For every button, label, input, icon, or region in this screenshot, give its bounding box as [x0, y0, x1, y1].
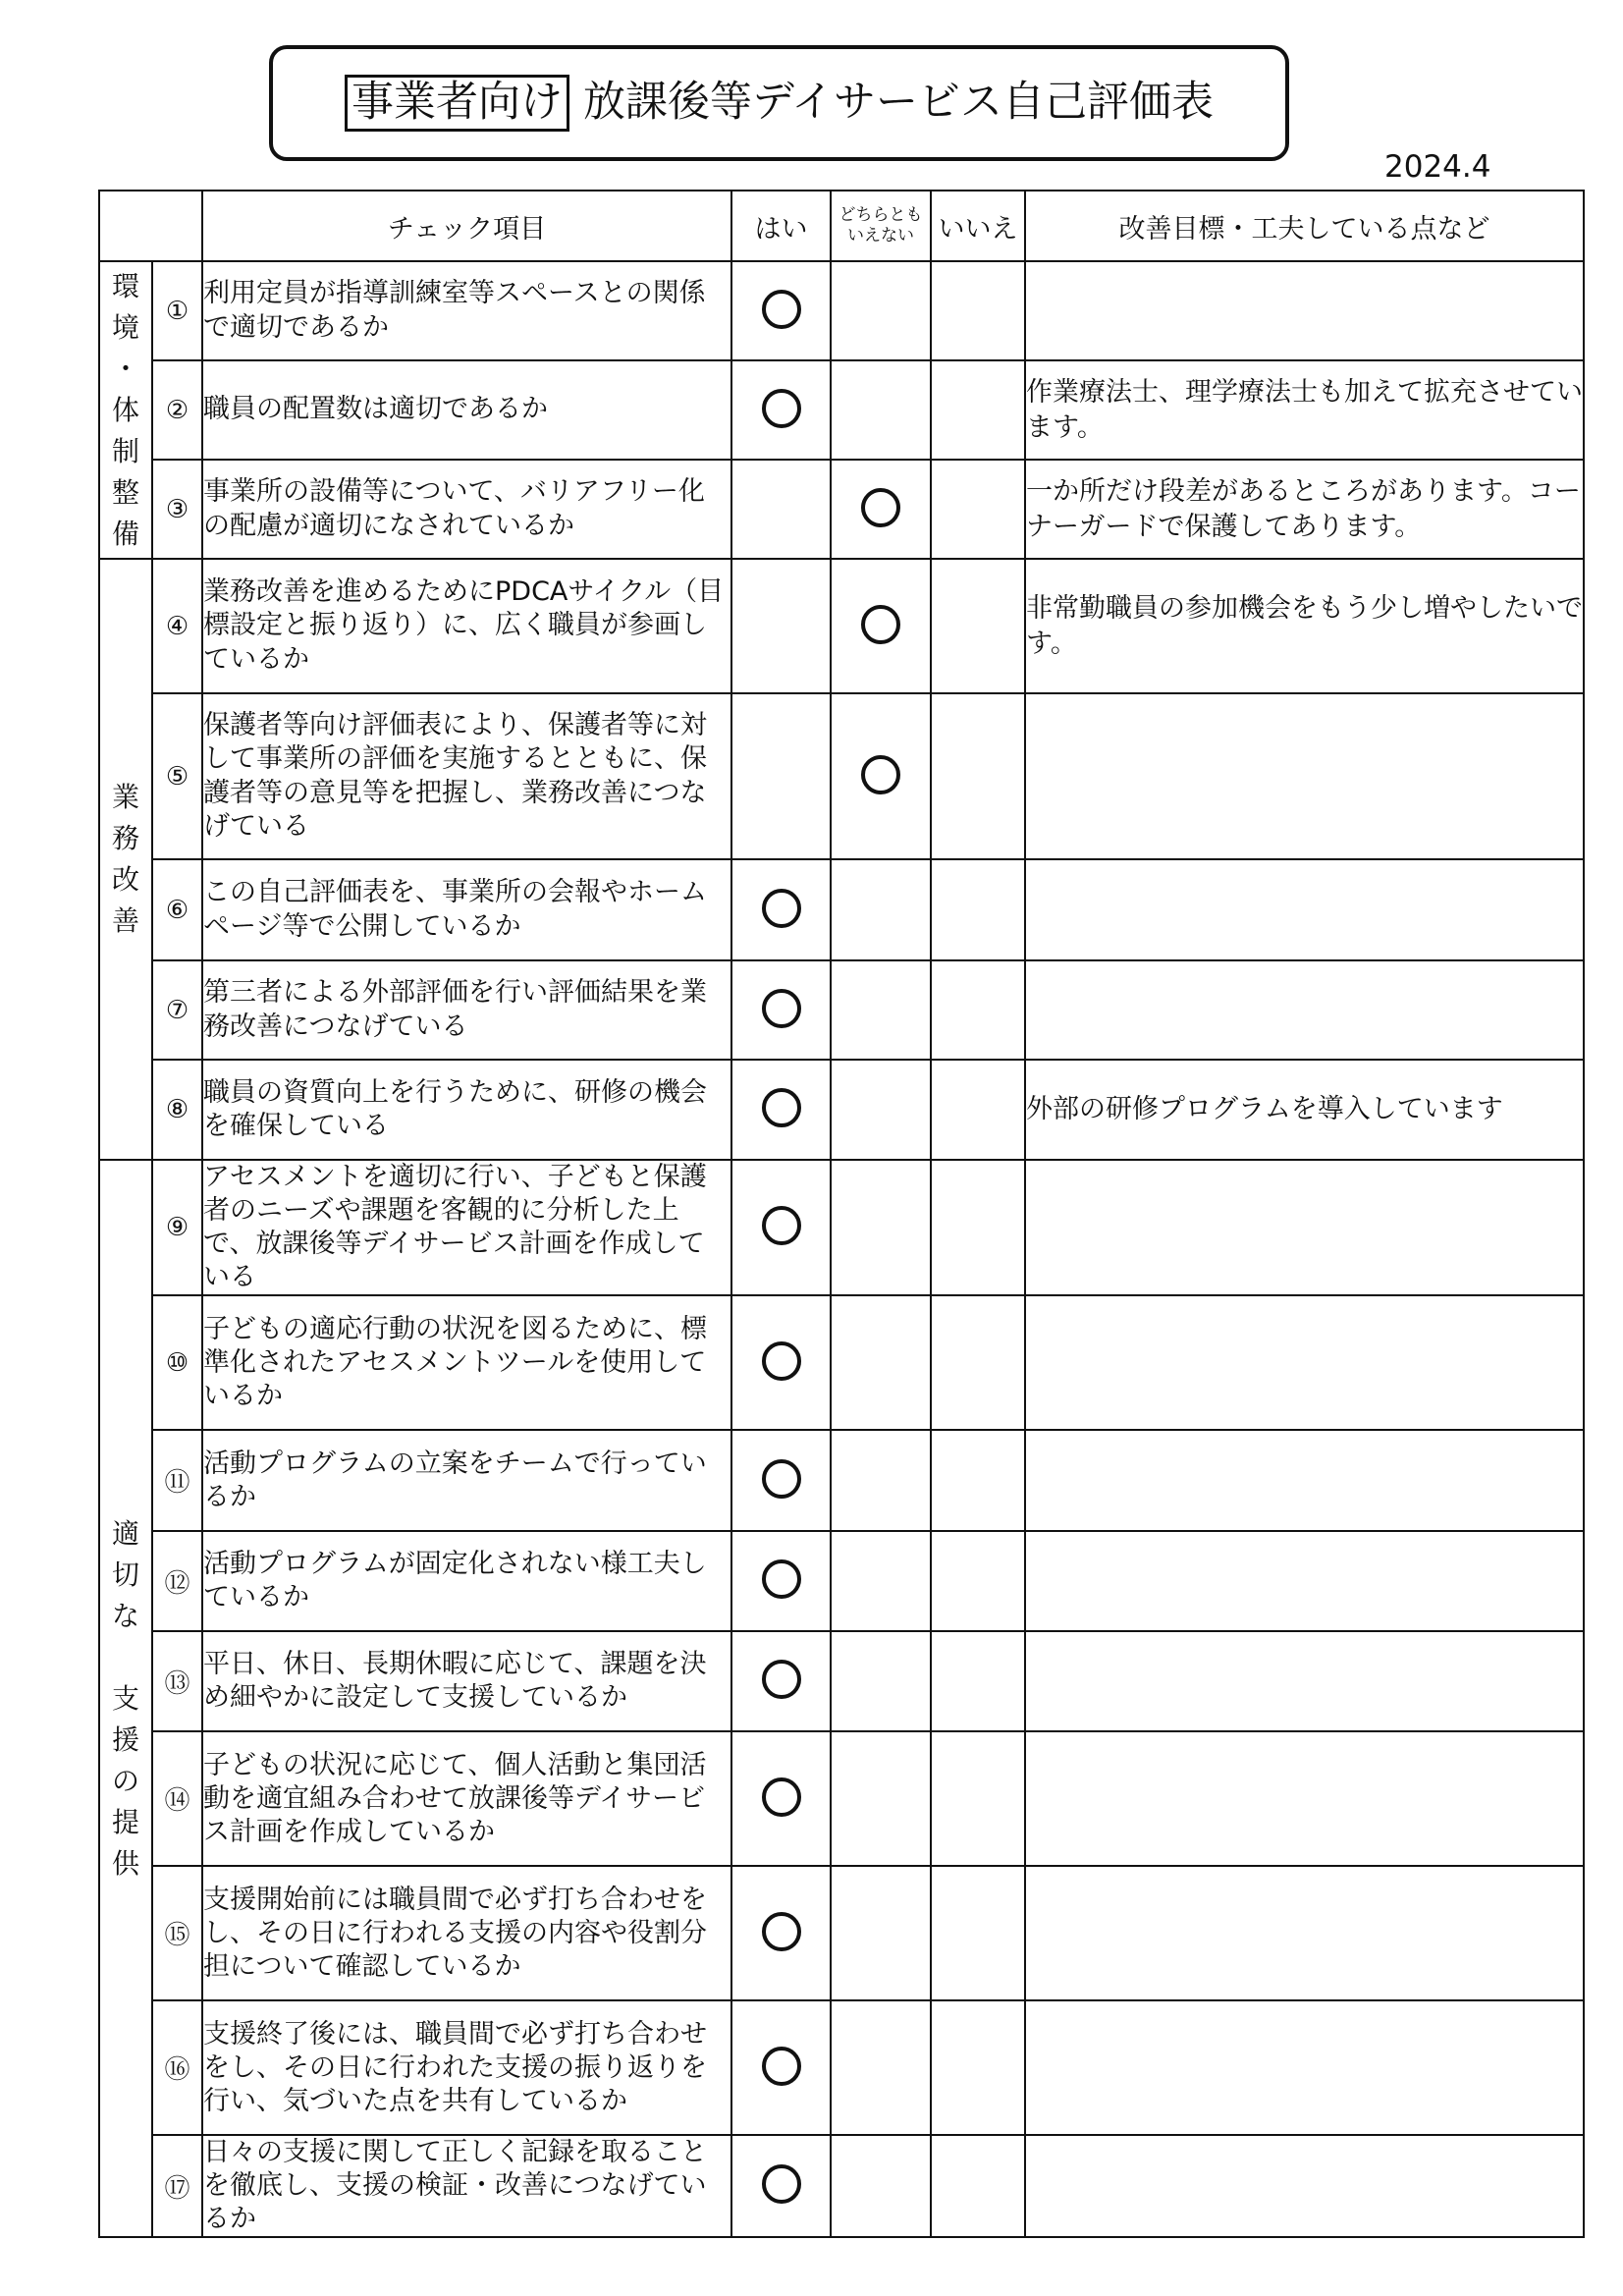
header-blank — [99, 191, 202, 261]
answer-no-cell — [931, 693, 1025, 859]
answer-yes-cell — [731, 1060, 831, 1160]
item-text: 職員の配置数は適切であるか — [202, 360, 731, 460]
document-date: 2024.4 — [1384, 149, 1491, 185]
answer-neither-cell — [831, 360, 931, 460]
answer-neither-cell — [831, 859, 931, 960]
table-row — [99, 360, 1584, 460]
table-row — [99, 1866, 1584, 2000]
item-number: ⑭ — [152, 1731, 202, 1866]
table-row — [99, 2000, 1584, 2135]
item-text: 支援終了後には、職員間で必ず打ち合わせをし、その日に行われた支援の振り返りを行い、気づいた点を共有しているか — [202, 2000, 731, 2135]
item-number: ① — [152, 261, 202, 360]
improvement-note — [1025, 960, 1584, 1060]
answer-yes-cell — [731, 559, 831, 693]
category-char: 環 — [112, 269, 140, 302]
table-row — [99, 859, 1584, 960]
category-char: 境 — [112, 310, 140, 344]
improvement-note — [1025, 2135, 1584, 2237]
item-number: ⑧ — [152, 1060, 202, 1160]
category-char: 善 — [112, 904, 140, 937]
answer-no-cell — [931, 859, 1025, 960]
answer-no-cell — [931, 960, 1025, 1060]
header-check-item: チェック項目 — [202, 191, 731, 261]
answer-yes-cell — [731, 1531, 831, 1631]
circle-mark-icon — [762, 1660, 801, 1699]
answer-neither-cell — [831, 2000, 931, 2135]
improvement-note: 非常勤職員の参加機会をもう少し増やしたいです。 — [1025, 559, 1584, 693]
item-number: ⑰ — [152, 2135, 202, 2237]
item-text: 活動プログラムの立案をチームで行っているか — [202, 1430, 731, 1531]
category-char: 備 — [112, 517, 140, 550]
header-no: いいえ — [931, 191, 1025, 261]
item-text: 利用定員が指導訓練室等スペースとの関係で適切であるか — [202, 261, 731, 360]
item-number: ⑤ — [152, 693, 202, 859]
answer-neither-cell — [831, 1060, 931, 1160]
answer-yes-cell — [731, 460, 831, 559]
category-char: 改 — [112, 863, 140, 896]
answer-neither-cell — [831, 261, 931, 360]
improvement-note: 一か所だけ段差があるところがあります。コーナーガードで保護してあります。 — [1025, 460, 1584, 559]
circle-mark-icon — [762, 1559, 801, 1599]
title-main: 放課後等デイサービス自己評価表 — [583, 78, 1214, 128]
circle-mark-icon — [762, 1088, 801, 1127]
improvement-note — [1025, 1866, 1584, 2000]
header-neither-line1: どちらとも — [839, 204, 923, 225]
improvement-note — [1025, 1430, 1584, 1531]
improvement-note — [1025, 859, 1584, 960]
category-char: 整 — [112, 475, 140, 509]
circle-mark-icon — [861, 488, 900, 527]
answer-neither-cell — [831, 559, 931, 693]
answer-no-cell — [931, 261, 1025, 360]
answer-no-cell — [931, 1060, 1025, 1160]
item-number: ⑫ — [152, 1531, 202, 1631]
item-number: ⑨ — [152, 1160, 202, 1295]
category-char: 務 — [112, 822, 140, 854]
improvement-note — [1025, 1295, 1584, 1430]
answer-no-cell — [931, 360, 1025, 460]
category-char: の — [112, 1764, 140, 1797]
header-neither — [831, 191, 931, 261]
answer-neither-cell — [831, 460, 931, 559]
answer-neither-cell — [831, 1866, 931, 2000]
header-neither-line2: いえない — [847, 226, 914, 246]
answer-neither-cell — [831, 1160, 931, 1295]
circle-mark-icon — [762, 889, 801, 928]
table-row — [99, 1160, 1584, 1295]
table-row — [99, 2135, 1584, 2237]
answer-yes-cell — [731, 261, 831, 360]
item-text: アセスメントを適切に行い、子どもと保護者のニーズや課題を客観的に分析した上で、放課後等デイサービス計画を作成している — [202, 1160, 731, 1295]
item-text: 日々の支援に関して正しく記録を取ることを徹底し、支援の検証・改善につなげているか — [202, 2135, 731, 2237]
improvement-note — [1025, 261, 1584, 360]
category-char: 援 — [112, 1722, 140, 1756]
item-text: 事業所の設備等について、バリアフリー化の配慮が適切になされているか — [202, 460, 731, 559]
item-number: ⑮ — [152, 1866, 202, 2000]
answer-yes-cell — [731, 2000, 831, 2135]
table-row — [99, 1060, 1584, 1160]
circle-mark-icon — [861, 605, 900, 644]
item-text: 活動プログラムが固定化されない様工夫しているか — [202, 1531, 731, 1631]
item-text: 保護者等向け評価表により、保護者等に対して事業所の評価を実施するとともに、保護者等の意見等を把握し、業務改善につなげている — [202, 693, 731, 859]
answer-yes-cell — [731, 1731, 831, 1866]
header-yes: はい — [731, 191, 831, 261]
item-text: 支援開始前には職員間で必ず打ち合わせをし、その日に行われる支援の内容や役割分担について確認しているか — [202, 1866, 731, 2000]
answer-yes-cell — [731, 693, 831, 859]
table-row — [99, 693, 1584, 859]
circle-mark-icon — [762, 1341, 801, 1381]
item-text: この自己評価表を、事業所の会報やホームページ等で公開しているか — [202, 859, 731, 960]
answer-yes-cell — [731, 960, 831, 1060]
answer-neither-cell — [831, 1631, 931, 1731]
category-label — [99, 559, 152, 1160]
item-number: ③ — [152, 460, 202, 559]
item-number: ⑩ — [152, 1295, 202, 1430]
table-row — [99, 559, 1584, 693]
answer-no-cell — [931, 1731, 1025, 1866]
circle-mark-icon — [762, 389, 801, 428]
improvement-note — [1025, 2000, 1584, 2135]
improvement-note — [1025, 693, 1584, 859]
table-row — [99, 1430, 1584, 1531]
improvement-note — [1025, 1631, 1584, 1731]
table-row — [99, 261, 1584, 360]
item-number: ⑪ — [152, 1430, 202, 1531]
answer-neither-cell — [831, 693, 931, 859]
item-number: ⑯ — [152, 2000, 202, 2135]
answer-no-cell — [931, 1631, 1025, 1731]
answer-neither-cell — [831, 1731, 931, 1866]
answer-yes-cell — [731, 1295, 831, 1430]
improvement-note: 外部の研修プログラムを導入しています — [1025, 1060, 1584, 1160]
item-text: 子どもの状況に応じて、個人活動と集団活動を適宜組み合わせて放課後等デイサービス計画を作成しているか — [202, 1731, 731, 1866]
item-text: 第三者による外部評価を行い評価結果を業務改善につなげている — [202, 960, 731, 1060]
item-text: 子どもの適応行動の状況を図るために、標準化されたアセスメントツールを使用しているか — [202, 1295, 731, 1430]
answer-yes-cell — [731, 1866, 831, 2000]
answer-no-cell — [931, 559, 1025, 693]
table-row — [99, 1295, 1584, 1430]
category-char: 制 — [112, 434, 140, 467]
category-label — [99, 261, 152, 559]
item-number: ⑦ — [152, 960, 202, 1060]
item-text: 平日、休日、長期休暇に応じて、課題を決め細やかに設定して支援しているか — [202, 1631, 731, 1731]
answer-no-cell — [931, 2135, 1025, 2237]
circle-mark-icon — [762, 2164, 801, 2204]
improvement-note: 作業療法士、理学療法士も加えて拡充させています。 — [1025, 360, 1584, 460]
answer-yes-cell — [731, 2135, 831, 2237]
improvement-note — [1025, 1160, 1584, 1295]
circle-mark-icon — [762, 1459, 801, 1499]
evaluation-table — [98, 190, 1585, 2238]
answer-yes-cell — [731, 1430, 831, 1531]
header-notes: 改善目標・工夫している点など — [1025, 191, 1584, 261]
circle-mark-icon — [762, 1206, 801, 1245]
answer-yes-cell — [731, 1631, 831, 1731]
answer-no-cell — [931, 1160, 1025, 1295]
category-char: 業 — [112, 781, 140, 813]
circle-mark-icon — [762, 290, 801, 329]
table-row — [99, 1731, 1584, 1866]
category-label — [99, 1160, 152, 2237]
answer-no-cell — [931, 1430, 1025, 1531]
category-char: ・ — [112, 352, 140, 385]
circle-mark-icon — [762, 1777, 801, 1817]
circle-mark-icon — [762, 2047, 801, 2086]
answer-no-cell — [931, 1866, 1025, 2000]
answer-no-cell — [931, 1531, 1025, 1631]
circle-mark-icon — [762, 1912, 801, 1951]
category-char: 体 — [112, 393, 140, 426]
table-row — [99, 960, 1584, 1060]
title-box — [269, 45, 1289, 161]
item-text: 業務改善を進めるためにPDCAサイクル（目標設定と振り返り）に、広く職員が参画しているか — [202, 559, 731, 693]
answer-no-cell — [931, 1295, 1025, 1430]
circle-mark-icon — [762, 989, 801, 1028]
answer-yes-cell — [731, 1160, 831, 1295]
item-number: ⑥ — [152, 859, 202, 960]
answer-yes-cell — [731, 360, 831, 460]
title-prefix: 事業者向け — [345, 75, 569, 131]
answer-yes-cell — [731, 859, 831, 960]
item-number: ② — [152, 360, 202, 460]
improvement-note — [1025, 1731, 1584, 1866]
item-text: 職員の資質向上を行うために、研修の機会を確保している — [202, 1060, 731, 1160]
answer-neither-cell — [831, 960, 931, 1060]
item-number: ④ — [152, 559, 202, 693]
category-char: 適 — [112, 1516, 140, 1550]
answer-neither-cell — [831, 1295, 931, 1430]
header-row — [99, 191, 1584, 261]
category-char: 供 — [112, 1846, 140, 1880]
improvement-note — [1025, 1531, 1584, 1631]
circle-mark-icon — [861, 755, 900, 794]
table-row — [99, 1531, 1584, 1631]
category-char: 支 — [112, 1681, 140, 1715]
category-char: 提 — [112, 1805, 140, 1838]
table-row — [99, 460, 1584, 559]
item-number: ⑬ — [152, 1631, 202, 1731]
answer-neither-cell — [831, 2135, 931, 2237]
category-char: 切 — [112, 1558, 140, 1591]
table-body — [99, 261, 1584, 2237]
category-char: な — [112, 1599, 140, 1632]
table-row — [99, 1631, 1584, 1731]
answer-neither-cell — [831, 1430, 931, 1531]
answer-no-cell — [931, 460, 1025, 559]
answer-no-cell — [931, 2000, 1025, 2135]
answer-neither-cell — [831, 1531, 931, 1631]
